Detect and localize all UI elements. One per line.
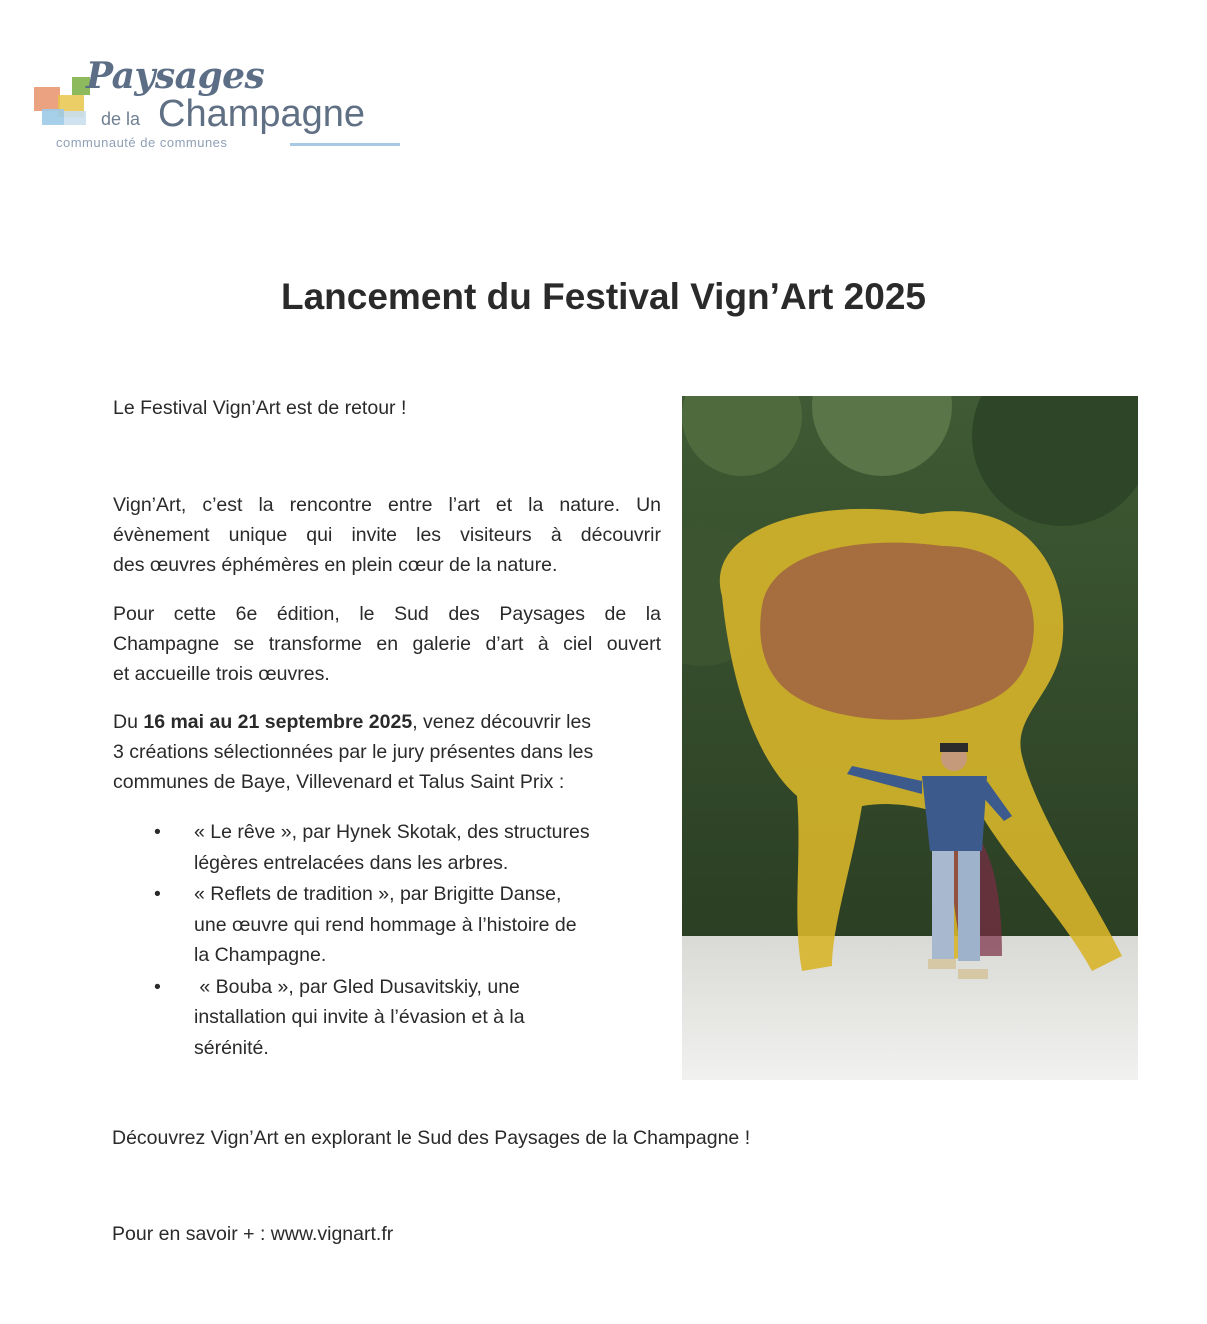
more-info-text: Pour en savoir + : www.vignart.fr <box>112 1223 394 1245</box>
paragraph-line: évènement unique qui invite les visiteurs à découvrir <box>113 524 661 546</box>
paragraph-line: Champagne se transforme en galerie d’art à ciel ouvert <box>113 633 661 655</box>
paragraph-line: 3 créations sélectionnées par le jury présentes dans les <box>113 741 594 763</box>
artworks-list <box>150 817 670 1064</box>
paragraph-line: communes de Baye, Villevenard et Talus Saint Prix : <box>113 771 565 793</box>
list-item-line: la Champagne. <box>194 944 327 966</box>
dates-prefix: Du <box>113 711 144 733</box>
dates-line-rest: , venez découvrir les <box>412 711 592 733</box>
list-item <box>150 879 670 971</box>
logo <box>28 55 408 155</box>
list-item-line: une œuvre qui rend hommage à l’histoire de <box>194 913 577 936</box>
list-item-line: « Le rêve », par Hynek Skotak, des structures <box>194 821 590 843</box>
list-item-line: « Bouba », par Gled Dusavitskiy, une <box>194 975 520 998</box>
logo-bar <box>290 143 400 146</box>
logo-title: Paysages <box>86 55 265 97</box>
paragraph-line: et accueille trois œuvres. <box>113 663 330 685</box>
logo-champagne: Champagne <box>158 93 366 135</box>
list-item <box>150 972 670 1064</box>
paragraph-dates <box>113 707 661 797</box>
paragraph-line: Pour cette 6e édition, le Sud des Paysages de la <box>113 603 661 625</box>
page-title: Lancement du Festival Vign’Art 2025 <box>281 276 926 317</box>
logo-de-la: de la <box>101 109 141 129</box>
list-item-line: installation qui invite à l’évasion et à la <box>194 1006 525 1028</box>
paragraph-line <box>113 707 661 737</box>
logo-subtitle: communauté de communes <box>56 135 228 150</box>
paragraph-line: Vign’Art, c’est la rencontre entre l’art et la nature. Un <box>113 494 661 516</box>
artwork-photo <box>682 396 1138 1080</box>
paragraph-edition <box>113 599 661 689</box>
paragraph-art-nature <box>113 490 661 580</box>
intro-text: Le Festival Vign’Art est de retour ! <box>113 397 407 419</box>
list-item-line: légères entrelacées dans les arbres. <box>194 851 509 874</box>
paragraph-line: des œuvres éphémères en plein cœur de la nature. <box>113 554 558 576</box>
bullet-icon: • <box>154 821 161 843</box>
list-item <box>150 817 670 878</box>
list-item-line: « Reflets de tradition », par Brigitte Danse, <box>194 883 562 905</box>
list-item-line: sérénité. <box>194 1036 269 1059</box>
outro-text: Découvrez Vign’Art en explorant le Sud des Paysages de la Champagne ! <box>112 1127 751 1149</box>
bullet-icon: • <box>154 883 161 905</box>
festival-dates: 16 mai au 21 septembre 2025 <box>143 711 413 733</box>
bullet-icon: • <box>154 975 161 998</box>
